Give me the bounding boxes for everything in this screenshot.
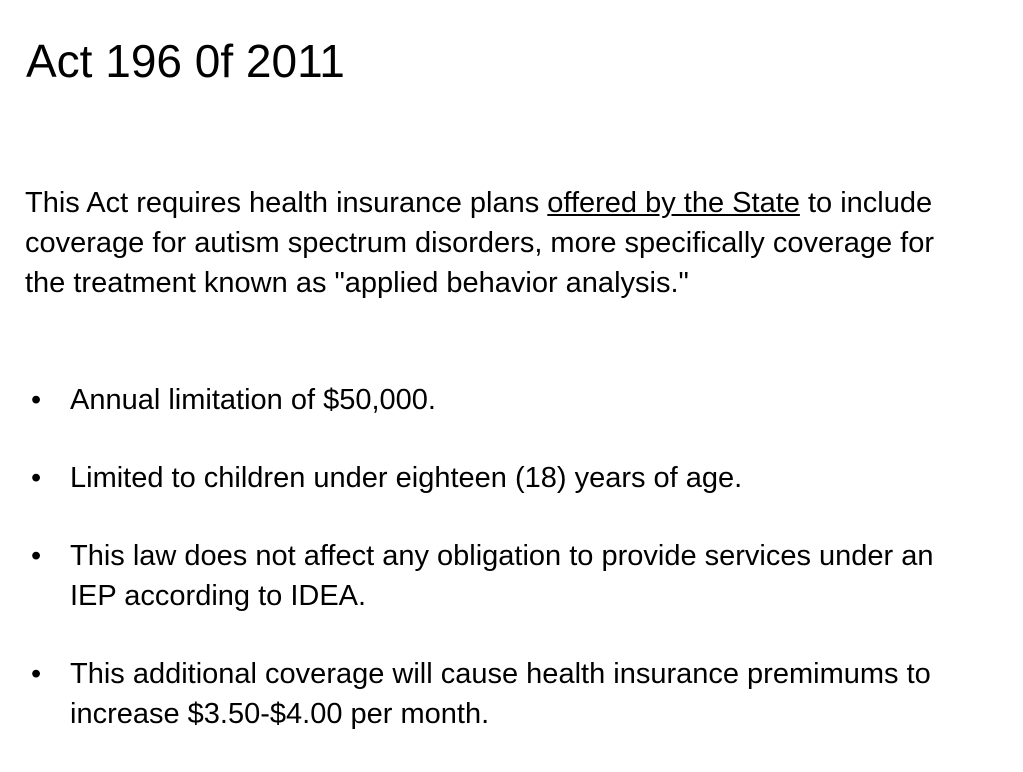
bullet-list bbox=[25, 380, 985, 772]
intro-text-end: to include coverage for autism spectrum disorders, more specifically coverage for the treatment known as "applied behavior analysis." bbox=[25, 187, 935, 299]
intro-paragraph bbox=[25, 183, 965, 303]
bullet-text: This law does not affect any obligation to provide services under an IEP according to IDEA. bbox=[70, 540, 934, 612]
bullet-text: This additional coverage will cause health insurance premimums to increase $3.50-$4.00 per month. bbox=[70, 658, 931, 730]
bullet-icon: • bbox=[31, 540, 42, 572]
bullet-item bbox=[25, 654, 985, 734]
bullet-item bbox=[25, 458, 985, 498]
slide-title: Act 196 0f 2011 bbox=[26, 35, 345, 87]
bullet-item bbox=[25, 380, 985, 420]
bullet-icon: • bbox=[31, 384, 42, 416]
bullet-icon: • bbox=[31, 462, 42, 494]
bullet-text: Annual limitation of $50,000. bbox=[70, 384, 436, 416]
intro-text-start: This Act requires health insurance plans bbox=[25, 187, 548, 219]
bullet-icon: • bbox=[31, 658, 42, 690]
bullet-text: Limited to children under eighteen (18) years of age. bbox=[70, 462, 743, 494]
bullet-item bbox=[25, 536, 985, 616]
underlined-phrase: offered by the State bbox=[547, 187, 800, 219]
